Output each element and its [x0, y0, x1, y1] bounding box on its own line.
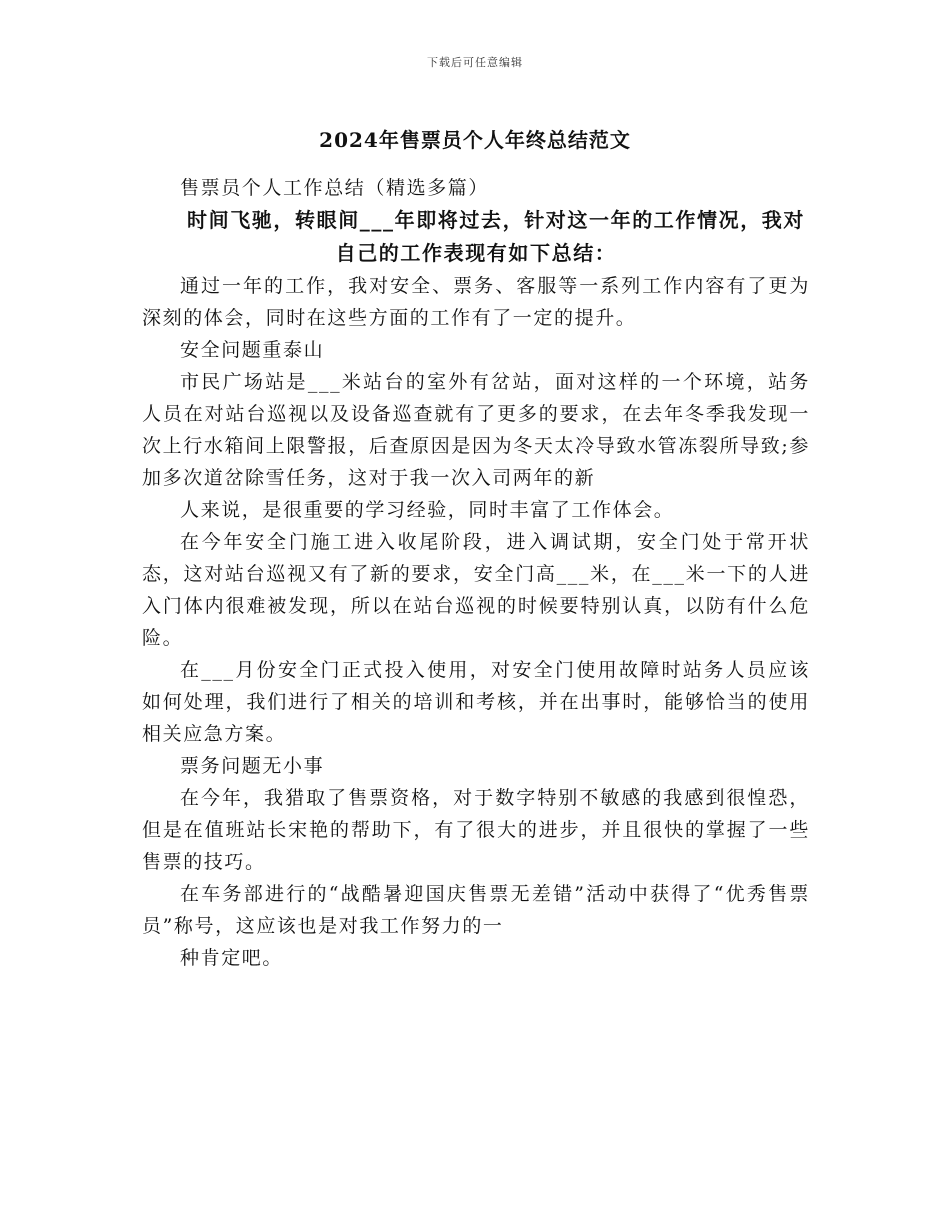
paragraph-station-continued: 人来说，是很重要的学习经验，同时丰富了工作体会。 [180, 499, 675, 521]
paragraph-safety-door: 在今年安全门施工进入收尾阶段，进入调试期，安全门处于常开状态，这对站台巡视又有了新的要求，安全门高___米，在___米一下的人进入门体内很难被发现，所以在站台巡视的时候要特别认真，以防有什么危险。 [142, 531, 810, 649]
document-title: 2024年售票员个人年终总结范文 [319, 128, 631, 152]
intro-bold-paragraph: 时间飞驰，转眼间___年即将过去，针对这一年的工作情况，我对自己的工作表现有如下总结： [187, 208, 805, 265]
paragraph-station: 市民广场站是___米站台的室外有岔站，面对这样的一个环境，站务人员在对站台巡视以及设备巡查就有了更多的要求，在去年冬季我发现一次上行水箱间上限警报，后查原因是因为冬天太冷导致水管冻裂所导致;参加多次道岔除雪任务，这对于我一次入司两年的新 [142, 371, 810, 489]
section-heading-ticketing: 票务问题无小事 [180, 755, 325, 777]
paragraph-overview: 通过一年的工作，我对安全、票务、客服等一系列工作内容有了更为深刻的体会，同时在这些方面的工作有了一定的提升。 [142, 275, 810, 329]
paragraph-safety-door-training: 在___月份安全门正式投入使用，对安全门使用故障时站务人员应该如何处理，我们进行了相关的培训和考核，并在出事时，能够恰当的使用相关应急方案。 [142, 659, 810, 745]
header-note: 下载后可任意编辑 [427, 56, 523, 69]
paragraph-award-continued: 种肯定吧。 [180, 947, 284, 969]
paragraph-ticketing: 在今年，我猎取了售票资格，对于数字特别不敏感的我感到很惶恐，但是在值班站长宋艳的帮助下，有了很大的进步，并且很快的掌握了一些售票的技巧。 [142, 787, 810, 873]
section-heading-safety: 安全问题重泰山 [180, 339, 325, 361]
document-body [142, 172, 810, 974]
paragraph-award: 在车务部进行的“战酷暑迎国庆售票无差错”活动中获得了“优秀售票员”称号，这应该也是对我工作努力的一 [142, 883, 810, 937]
subtitle-paragraph: 售票员个人工作总结（精选多篇） [180, 177, 490, 199]
